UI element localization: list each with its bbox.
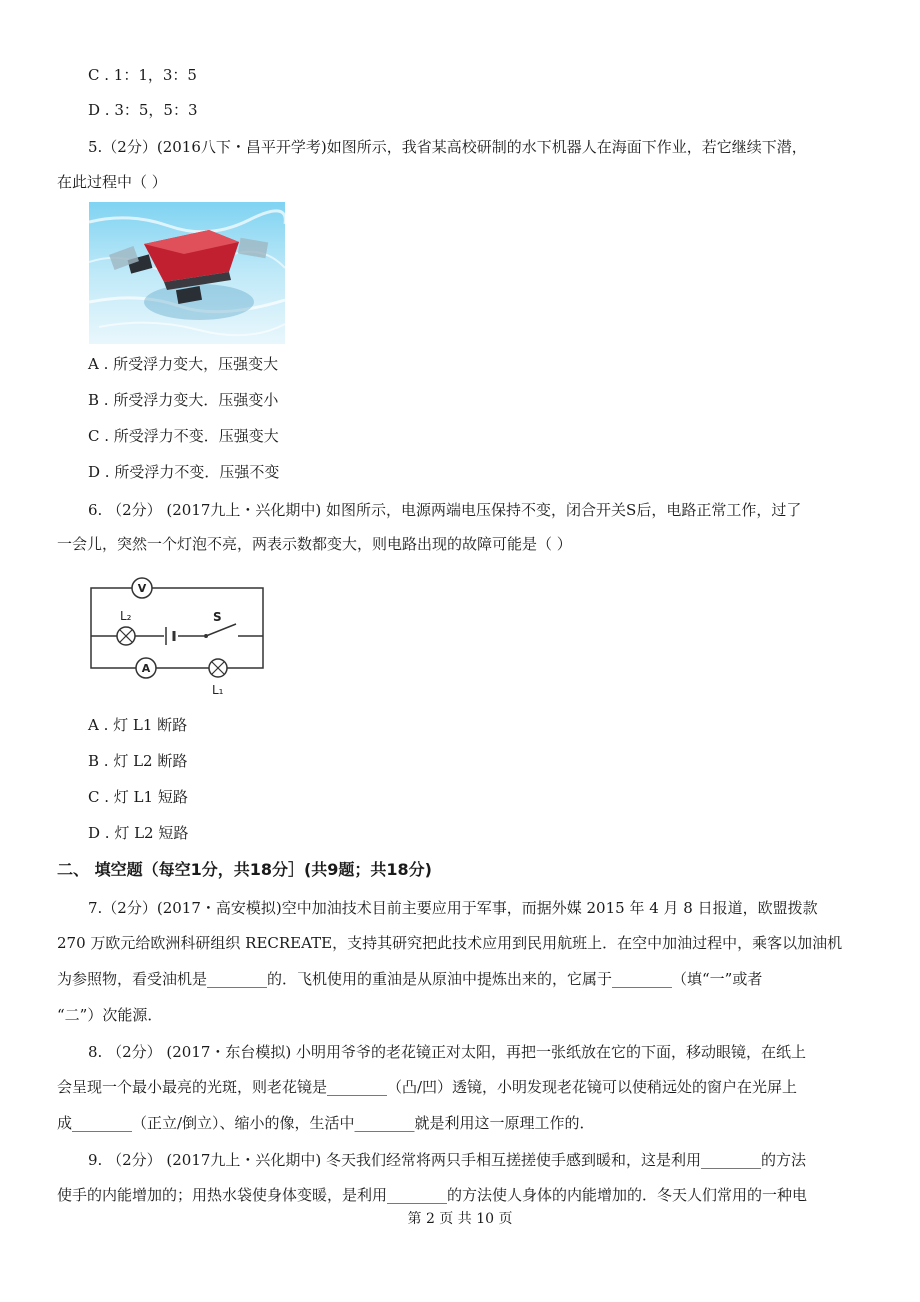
q9-stem-line1: 9. （2分） (2017九上・兴化期中) 冬天我们经常将两只手相互搓搓使手感到暖和，这是利用________的方法 — [88, 1151, 807, 1169]
q8-stem-line3: 成________（正立/倒立）、缩小的像，生活中________就是利用这一原理工作的． — [57, 1114, 595, 1132]
q4-option-c: C . 1：1，3：5 — [88, 66, 197, 84]
q5-stem-line1: 5.（2分）(2016八下・昌平开学考)如图所示，我省某高校研制的水下机器人在海面下作业，若它继续下潜， — [88, 138, 807, 156]
underwater-robot-image — [89, 202, 285, 344]
page-footer: 第 2 页 共 10 页 — [407, 1211, 513, 1227]
q7-stem-line3: 为参照物，看受油机是________的．飞机使用的重油是从原油中提炼出来的，它属于________（填“一”或者 — [57, 970, 763, 988]
q5-option-d: D . 所受浮力不变．压强不变 — [88, 463, 280, 481]
q8-stem-line1: 8. （2分） (2017・东台模拟) 小明用爷爷的老花镜正对太阳，再把一张纸放在它的下面，移动眼镜，在纸上 — [88, 1043, 807, 1061]
q5-option-b: B . 所受浮力变大．压强变小 — [88, 391, 279, 409]
q6-stem-line1: 6. （2分） (2017九上・兴化期中) 如图所示，电源两端电压保持不变，闭合开关S后，电路正常工作，过了 — [88, 501, 802, 519]
q6-option-b: B . 灯 L2 断路 — [88, 752, 188, 770]
q7-stem-line2: 270 万欧元给欧洲科研组织 RECREATE，支持其研究把此技术应用到民用航班上．在空中加油过程中，乘客以加油机 — [57, 934, 843, 952]
q5-stem-line2: 在此过程中（ ） — [57, 173, 167, 191]
switch-label: S — [213, 610, 222, 624]
q6-option-d: D . 灯 L2 短路 — [88, 824, 189, 842]
q6-stem-line2: 一会儿，突然一个灯泡不亮，两表示数都变大，则电路出现的故障可能是（ ） — [57, 535, 572, 553]
q7-stem-line4: “二”）次能源． — [57, 1006, 163, 1024]
circuit-diagram — [86, 570, 266, 700]
lamp1-label: L₁ — [212, 683, 224, 697]
q5-option-c: C . 所受浮力不变．压强变大 — [88, 427, 279, 445]
ammeter-label: A — [141, 662, 151, 675]
q6-option-c: C . 灯 L1 短路 — [88, 788, 188, 806]
q8-stem-line2: 会呈现一个最小最亮的光斑，则老花镜是________（凸/凹）透镜，小明发现老花镜可以使稍远处的窗户在光屏上 — [57, 1078, 798, 1096]
lamp2-label: L₂ — [120, 609, 132, 623]
q7-stem-line1: 7.（2分）(2017・高安模拟)空中加油技术目前主要应用于军事，而据外媒 2015 年 4 月 8 日报道，欧盟拨款 — [88, 899, 818, 917]
q6-option-a: A . 灯 L1 断路 — [88, 716, 188, 734]
q9-stem-line2: 使手的内能增加的；用热水袋使身体变暖，是利用________的方法使人身体的内能增加的．冬天人们常用的一种电 — [57, 1186, 808, 1204]
q5-option-a: A . 所受浮力变大，压强变大 — [88, 355, 279, 373]
section2-heading: 二、 填空题（每空1分，共18分］(共9题；共18分) — [57, 860, 432, 879]
q4-option-d: D . 3：5，5：3 — [88, 101, 198, 119]
voltmeter-label: V — [137, 582, 147, 595]
